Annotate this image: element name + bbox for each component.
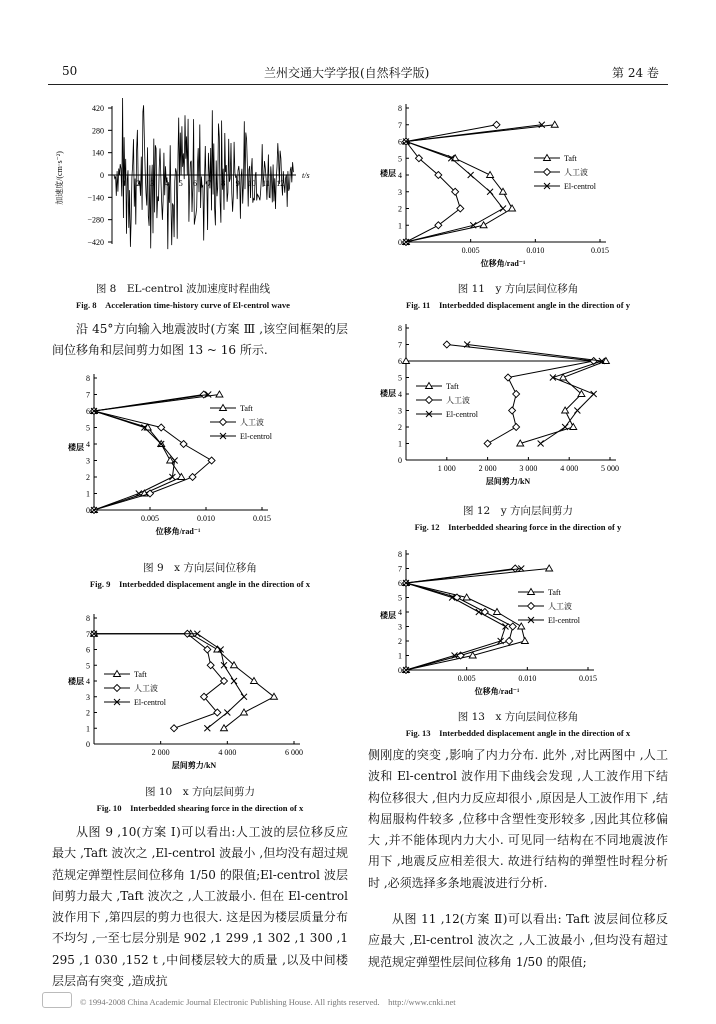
- fig8-xtick-label: 11: [262, 179, 270, 188]
- fig9-xtick-label: 0.015: [253, 514, 271, 523]
- fig12-point: [443, 341, 450, 348]
- fig8-ytick-label: 140: [92, 148, 104, 158]
- fig8-ytick-label: 420: [92, 104, 104, 113]
- fig12-caption-en: Fig. 12 Interbedded shearing force in the direction of y: [414, 522, 622, 532]
- fig10-ytick-label: 1: [86, 724, 90, 734]
- fig11-ytick-label: 4: [398, 171, 402, 180]
- fig12-legend-label: 人工波: [446, 396, 470, 405]
- fig9-ytick-label: 2: [86, 473, 90, 482]
- fig12-chart: [372, 318, 652, 492]
- fig12-ytick-label: 7: [398, 340, 402, 350]
- fig8-xtick-label: 12: [276, 179, 285, 188]
- fig9-legend-label: 人工波: [240, 418, 264, 427]
- fig10-ytick-label: 7: [86, 629, 90, 639]
- fig12-point: [550, 375, 556, 381]
- fig8-xtick-label: 3: [150, 179, 155, 188]
- fig12-legend-marker: [426, 397, 433, 404]
- fig10-point: [231, 678, 237, 684]
- fig8-xtick-label: 1: [122, 179, 126, 188]
- fig9-chart: [60, 368, 340, 540]
- fig12-point: [484, 440, 491, 447]
- fig11-legend-label: Taft: [564, 154, 577, 163]
- fig13-legend-label: El-centrol: [548, 616, 580, 625]
- cnki-logo-icon: [42, 992, 72, 1008]
- fig10-xtick-label: 6 000: [285, 748, 303, 757]
- fig9-point: [178, 474, 185, 480]
- fig11-xtick-label: 0.015: [591, 246, 609, 255]
- fig11-ytick-label: 6: [398, 137, 402, 147]
- fig9-point: [180, 441, 187, 448]
- fig10-ytick-label: 5: [86, 661, 90, 671]
- fig10-legend-label: El-centrol: [134, 698, 166, 707]
- fig9-point: [216, 391, 223, 397]
- fig12-ylabel: 楼层: [380, 389, 396, 398]
- fig9-caption-en: Fig. 9 Interbedded displacement angle in the direction of x: [89, 579, 311, 589]
- fig13-point: [546, 565, 553, 571]
- fig8-xtick-label: 2: [136, 179, 141, 188]
- fig12-xtick-label: 5 000: [601, 464, 619, 473]
- fig9-xtick-label: 0.010: [197, 514, 215, 523]
- fig10-point: [204, 725, 210, 731]
- fig11-point: [487, 172, 494, 178]
- fig12-ytick-label: 5: [398, 373, 402, 383]
- fig10-ytick-label: 4: [86, 677, 90, 686]
- fig9-xlabel: 位移角/rad⁻¹: [155, 527, 201, 536]
- fig12-point: [509, 407, 516, 414]
- fig9-ytick-label: 0: [86, 506, 90, 515]
- fig13-point: [502, 624, 508, 630]
- fig10-series-line: [94, 634, 224, 729]
- fig12-legend-label: El-centrol: [446, 410, 478, 419]
- fig13-xtick-label: 0.010: [518, 674, 537, 683]
- fig9-ylabel: 楼层: [68, 443, 84, 452]
- fig9-legend-label: El-centrol: [240, 432, 272, 441]
- fig12-xtick-label: 4 000: [560, 464, 579, 473]
- fig8-caption-en: Fig. 8 Acceleration time-history curve of El-centrol wave: [76, 300, 290, 310]
- fig11-caption-en: Fig. 11 Interbedded displacement angle in the direction of y: [406, 300, 630, 310]
- fig12-point: [505, 374, 512, 381]
- fig13-ytick-label: 2: [398, 637, 402, 646]
- fig12-point: [591, 391, 597, 397]
- fig11-ytick-label: 3: [398, 187, 402, 197]
- fig8-xtick-label: 6: [193, 179, 197, 188]
- fig8-ytick-label: −140: [87, 193, 104, 203]
- fig9-legend-marker: [220, 419, 227, 426]
- fig13-point: [509, 623, 516, 630]
- fig10-ytick-label: 2: [86, 708, 90, 718]
- fig12-xlabel: 层间剪力/kN: [485, 477, 531, 486]
- fig9-series-line: [94, 395, 219, 511]
- fig13-xtick-label: 0.015: [579, 674, 597, 683]
- fig9-ytick-label: 6: [86, 407, 90, 416]
- fig11-ytick-label: 2: [398, 204, 402, 214]
- volume-label: 第 24 卷: [612, 66, 659, 80]
- fig11-xtick-label: 0.010: [526, 246, 545, 255]
- fig13-xtick-label: 0.005: [457, 674, 476, 683]
- fig12-ytick-label: 0: [398, 456, 402, 465]
- fig9-ytick-label: 8: [86, 374, 90, 383]
- fig12-point: [538, 441, 544, 447]
- fig11-ylabel: 楼层: [380, 169, 396, 178]
- fig12-caption-cn: 图 12 y 方向层间剪力: [463, 505, 573, 517]
- right-body-paragraph-1: 侧刚度的突变 ,影响了内力分布. 此外 ,对比两图中 ,人工波和 El-centrol 波作用下曲线会发现 ,人工波作用下结构位移很大 ,但内力反应却很小 ,原因是人工波作用下 ,结构屈服构件较多 ,位移中含塑性变形较多 ,因此其位移偏大 ,并不能体现内力大小. 可见同一结构在不同地震波作用下 ,地震反应相差很大. 故进行结构的弹塑性时程分析时 ,必须选择多条地震波进行分析.: [368, 748, 668, 890]
- fig8-xtick-label: 10: [247, 179, 256, 188]
- fig8-xlabel: t/s: [302, 171, 310, 180]
- fig9-point: [158, 424, 165, 431]
- fig9-series-0: [91, 391, 223, 513]
- fig10-point: [224, 710, 230, 716]
- fig11-point: [500, 206, 506, 212]
- fig9-ytick-label: 5: [86, 423, 90, 433]
- fig10-xtick-label: 4 000: [218, 748, 237, 757]
- fig9-ytick-label: 3: [86, 456, 90, 466]
- fig11-point: [551, 121, 558, 127]
- fig11-point: [509, 205, 516, 211]
- fig13-caption-cn: 图 13 x 方向层间位移角: [457, 711, 579, 723]
- fig11-series-2: [403, 122, 545, 245]
- copyright-footer: © 1994-2008 China Academic Journal Electronic Publishing House. All rights reserved. http://www.cnki.net: [80, 997, 456, 1007]
- fig9-ytick-label: 1: [86, 489, 90, 499]
- fig10-caption-cn: 图 10 x 方向层间剪力: [145, 786, 255, 798]
- fig9-legend-label: Taft: [240, 404, 253, 413]
- fig10-chart: [60, 610, 340, 778]
- fig11-ytick-label: 7: [398, 120, 402, 130]
- fig11-point: [468, 172, 474, 178]
- fig12-point: [574, 408, 580, 414]
- fig12-legend-label: Taft: [446, 382, 459, 391]
- fig11-legend-label: El-centrol: [564, 182, 596, 191]
- fig12-ytick-label: 6: [398, 357, 402, 366]
- fig8-caption-cn: 图 8 EL-centrol 波加速度时程曲线: [95, 283, 271, 295]
- fig13-ytick-label: 4: [398, 608, 402, 617]
- fig13-ylabel: 楼层: [380, 611, 396, 620]
- fig12-point: [513, 424, 520, 431]
- fig11-legend-label: 人工波: [564, 168, 588, 177]
- fig10-ytick-label: 8: [86, 614, 90, 623]
- fig8-xtick-label: 5: [178, 179, 183, 188]
- fig12-series-1: [443, 341, 597, 447]
- fig10-xtick-label: 2 000: [151, 748, 170, 757]
- fig11-point: [480, 222, 487, 228]
- fig13-ytick-label: 6: [398, 579, 402, 588]
- fig8-xtick-label: 8: [221, 179, 226, 188]
- fig13-point: [518, 623, 525, 629]
- fig13-point: [494, 609, 501, 615]
- fig12-ytick-label: 1: [398, 439, 402, 449]
- fig13-legend-label: Taft: [548, 588, 561, 597]
- fig11-ytick-label: 0: [398, 238, 402, 247]
- fig11-ytick-label: 1: [398, 221, 402, 231]
- fig12-xtick-label: 2 000: [478, 464, 497, 473]
- header-rule: [48, 84, 668, 85]
- fig8-ytick-label: 280: [92, 126, 104, 136]
- fig8-ytick-label: −420: [87, 238, 104, 247]
- fig9-ytick-label: 7: [86, 390, 90, 400]
- fig12-point: [513, 391, 520, 398]
- fig10-point: [241, 694, 247, 700]
- fig12-xtick-label: 3 000: [519, 464, 538, 473]
- fig8-xtick-label: 9: [235, 179, 240, 188]
- fig13-ytick-label: 3: [398, 622, 402, 632]
- fig13-ytick-label: 0: [398, 666, 402, 675]
- fig13-legend-marker: [528, 603, 535, 610]
- fig10-ylabel: 楼层: [68, 677, 84, 686]
- fig13-chart: [372, 546, 652, 706]
- fig11-ytick-label: 5: [398, 154, 402, 164]
- fig10-point: [251, 678, 258, 684]
- fig10-point: [221, 725, 228, 731]
- fig10-legend-label: 人工波: [134, 684, 158, 693]
- right-body-paragraph-2: 从图 11 ,12(方案 Ⅱ)可以看出: Taft 波层间位移反应最大 ,El-centrol 波次之 ,人工波最小 ,但均没有超过规范规定弹塑性层间位移角 1/50 的限值;: [368, 912, 668, 969]
- fig8-xtick-label: 4: [164, 179, 169, 188]
- fig13-xlabel: 位移角/rad⁻¹: [474, 687, 520, 696]
- fig13-point: [521, 638, 528, 644]
- fig11-point: [493, 121, 500, 128]
- fig12-xtick-label: 1 000: [437, 464, 456, 473]
- fig12-point: [570, 424, 577, 430]
- fig10-series-1: [91, 630, 228, 732]
- fig8-chart: [48, 98, 318, 260]
- fig9-xtick-label: 0.005: [141, 514, 159, 523]
- fig13-series-line: [406, 569, 549, 671]
- intro-paragraph: 沿 45°方向输入地震波时(方案 Ⅲ ,该空间框架的层间位移角和层间剪力如图 13 ~ 16 所示.: [52, 322, 348, 358]
- fig8-xtick-label: 7: [207, 179, 212, 188]
- fig13-point: [506, 638, 513, 645]
- fig8-ylabel: 加速度/(cm·s⁻²): [55, 151, 64, 205]
- fig11-chart: [372, 100, 652, 274]
- fig11-xlabel: 位移角/rad⁻¹: [480, 259, 526, 268]
- fig8-ytick-label: −280: [87, 215, 104, 225]
- fig12-ytick-label: 4: [398, 390, 402, 399]
- fig8-wave-line: [114, 98, 293, 249]
- fig13-ytick-label: 7: [398, 564, 402, 574]
- fig11-point: [487, 189, 493, 195]
- fig13-ytick-label: 5: [398, 593, 402, 603]
- fig9-ytick-label: 4: [86, 440, 90, 449]
- fig10-point: [171, 725, 178, 732]
- left-body-paragraph: 从图 9 ,10(方案 Ⅰ)可以看出:人工波的层位移反应最大 ,Taft 波次之 ,El-centrol 波最小 ,但均没有超过规范规定弹塑性层间位移角 1/50 的限值;El-centrol 波层间剪力最大 ,Taft 波次之 ,人工波最小. 但在 El-centrol 波作用下 ,第四层的剪力也很大. 这是因为楼层质量分布不均匀 ,一至七层分别是 902 ,1 299 ,1 302 ,1 300 ,1 295 ,1 030 ,152 t ,中间楼层较大的质量 ,以及中间楼层层高有突变 ,造成抗: [52, 825, 348, 989]
- fig12-ytick-label: 2: [398, 423, 402, 432]
- fig8-ytick-label: 0: [100, 171, 104, 180]
- fig11-xtick-label: 0.005: [461, 246, 480, 255]
- fig10-ytick-label: 0: [86, 740, 90, 749]
- page-number: 50: [62, 64, 78, 78]
- fig10-series-0: [91, 630, 278, 731]
- fig10-ytick-label: 6: [86, 645, 90, 655]
- fig10-point: [241, 709, 248, 715]
- fig10-legend-label: Taft: [134, 670, 147, 679]
- fig10-caption-en: Fig. 10 Interbedded shearing force in the direction of x: [96, 803, 304, 813]
- fig11-caption-cn: 图 11 y 方向层间位移角: [457, 283, 579, 295]
- fig12-ytick-label: 8: [398, 324, 402, 333]
- journal-title: 兰州交通大学学报(自然科学版): [264, 66, 430, 80]
- fig13-ytick-label: 8: [398, 550, 402, 559]
- fig11-legend-marker: [544, 169, 551, 176]
- fig13-ytick-label: 1: [398, 651, 402, 661]
- fig13-legend-label: 人工波: [548, 602, 572, 611]
- fig13-caption-en: Fig. 13 Interbedded displacement angle in the direction of x: [405, 728, 631, 738]
- fig10-legend-marker: [114, 685, 121, 692]
- fig11-ytick-label: 8: [398, 104, 402, 113]
- fig10-ytick-label: 3: [86, 692, 90, 702]
- fig10-point: [271, 693, 278, 699]
- fig12-series-line: [406, 361, 606, 444]
- fig12-ytick-label: 3: [398, 406, 402, 416]
- fig9-caption-cn: 图 9 x 方向层间位移角: [143, 562, 257, 574]
- fig10-xlabel: 层间剪力/kN: [171, 761, 217, 770]
